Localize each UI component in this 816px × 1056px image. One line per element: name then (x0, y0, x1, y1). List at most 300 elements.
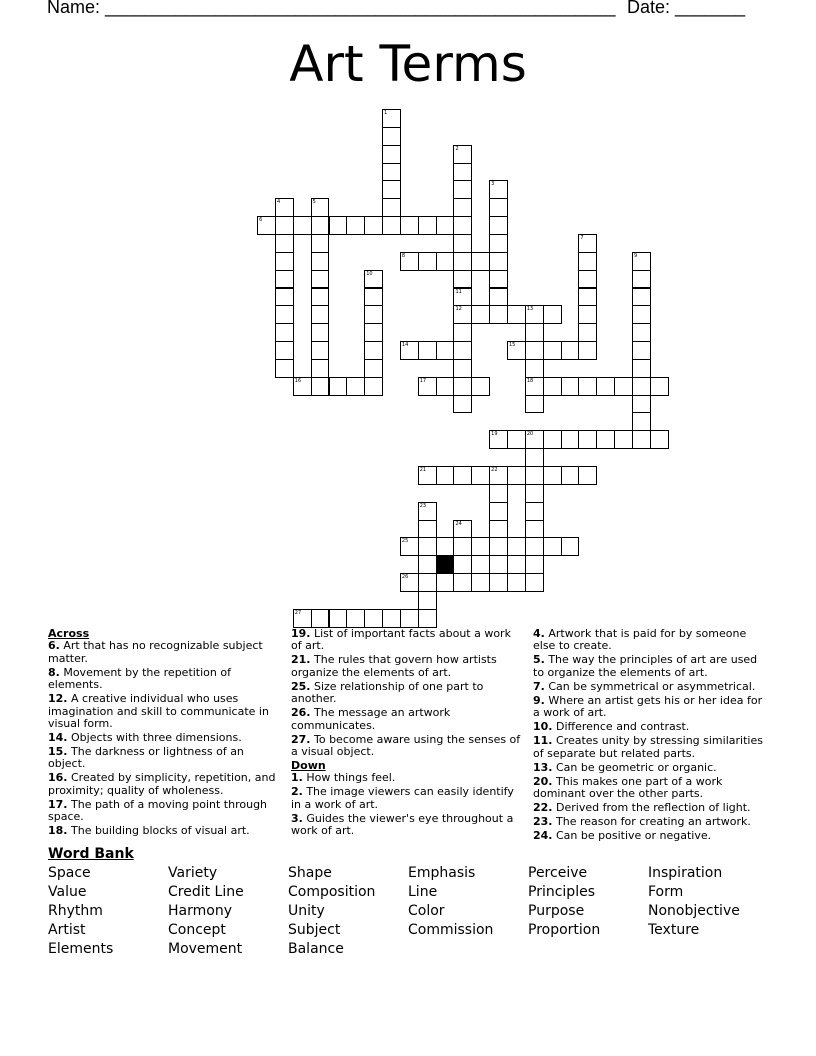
grid-cell[interactable] (489, 216, 508, 235)
grid-cell[interactable] (400, 252, 419, 271)
clue (48, 825, 280, 837)
clue-number: 23 (419, 502, 427, 509)
clue-text: Artwork that is paid for by someone else to create. (533, 627, 747, 653)
grid-cell[interactable] (471, 377, 490, 396)
grid-cell[interactable] (453, 305, 472, 324)
clue-number: 18 (526, 377, 534, 384)
grid-cell[interactable] (525, 520, 544, 539)
word-bank-word: Form (648, 884, 684, 900)
grid-cell[interactable] (453, 270, 472, 289)
grid-cell[interactable] (578, 377, 597, 396)
word-bank-word: Composition (288, 884, 376, 900)
clue (48, 667, 280, 692)
grid-cell[interactable] (364, 305, 383, 324)
grid-cell[interactable] (525, 430, 544, 449)
word-bank (48, 845, 768, 964)
clue-number: 18. (48, 824, 68, 838)
grid-cell[interactable] (489, 573, 508, 592)
grid-cell[interactable] (578, 270, 597, 289)
grid-cell[interactable] (525, 484, 544, 503)
grid-cell[interactable] (453, 145, 472, 164)
grid-cell[interactable] (507, 537, 526, 556)
grid-cell[interactable] (275, 341, 294, 360)
grid-cell[interactable] (453, 252, 472, 271)
grid-cell[interactable] (489, 484, 508, 503)
grid-cell[interactable] (543, 305, 562, 324)
grid-cell[interactable] (311, 609, 330, 628)
clue (291, 786, 523, 811)
grid-cell[interactable] (489, 520, 508, 539)
grid-cell[interactable] (453, 359, 472, 378)
clue-number: 19. (291, 627, 311, 640)
word-bank-word: Color (408, 903, 445, 919)
grid-cell[interactable] (329, 216, 348, 235)
grid-cell[interactable] (471, 537, 490, 556)
grid-cell[interactable] (632, 252, 651, 271)
clue-number: 12 (455, 306, 462, 313)
grid-cell[interactable] (311, 305, 330, 324)
clue-text: List of important facts about a work of art. (291, 627, 511, 653)
grid-cell[interactable] (257, 216, 276, 235)
clue (48, 746, 280, 771)
grid-cell[interactable] (489, 305, 508, 324)
grid-cell[interactable] (489, 198, 508, 217)
grid-cell[interactable] (453, 537, 472, 556)
grid-cell[interactable] (400, 341, 419, 360)
word-bank-word: Line (408, 884, 438, 900)
grid-cell[interactable] (543, 430, 562, 449)
clue-number: 27. (291, 732, 311, 746)
grid-cell[interactable] (364, 359, 383, 378)
clue (533, 628, 765, 653)
grid-cell[interactable] (543, 537, 562, 556)
grid-cell[interactable] (525, 323, 544, 342)
grid-cell[interactable] (436, 573, 455, 592)
grid-cell[interactable] (578, 323, 597, 342)
grid-cell[interactable] (543, 377, 562, 396)
grid-cell[interactable] (382, 109, 401, 128)
grid-cell[interactable] (614, 377, 633, 396)
grid-cell[interactable] (489, 555, 508, 574)
word-bank-word: Texture (648, 922, 700, 938)
clue-number: 4. (533, 627, 545, 640)
grid-cell[interactable] (364, 609, 383, 628)
grid-cell[interactable] (632, 341, 651, 360)
clue-number: 25 (401, 538, 409, 545)
clue-number: 21 (419, 467, 427, 473)
grid-cell[interactable] (311, 198, 330, 217)
grid-cell[interactable] (507, 466, 526, 485)
grid-cell[interactable] (418, 520, 437, 539)
grid-cell[interactable] (382, 127, 401, 146)
clue-number: 3. (291, 811, 303, 825)
grid-cell[interactable] (543, 341, 562, 360)
grid-cell[interactable] (275, 305, 294, 324)
grid-cell[interactable] (311, 323, 330, 342)
clue-text: Where an artist gets his or her idea for a work of art. (533, 693, 763, 720)
clue-text: Can be positive or negative. (552, 829, 712, 843)
grid-cell[interactable] (471, 466, 490, 485)
grid-cell[interactable] (578, 234, 597, 253)
grid-cell[interactable] (418, 466, 437, 485)
grid-cell[interactable] (525, 466, 544, 485)
clue (533, 830, 765, 842)
word-bank-grid (48, 864, 768, 964)
grid-cell[interactable] (578, 252, 597, 271)
grid-cell[interactable] (453, 341, 472, 360)
grid-cell[interactable] (453, 180, 472, 199)
clue-number: 2. (291, 785, 303, 799)
grid-cell[interactable] (436, 466, 455, 485)
word-bank-title: Word Bank (48, 846, 134, 862)
grid-cell[interactable] (632, 430, 651, 449)
clue-number: 12. (48, 692, 68, 706)
grid-cell[interactable] (400, 609, 419, 628)
grid-cell[interactable] (489, 502, 508, 521)
clue (291, 734, 523, 759)
grid-cell[interactable] (453, 395, 472, 414)
grid-cell[interactable] (329, 377, 348, 396)
clue-text: The image viewers can easily identify in a work of art. (291, 785, 514, 811)
word-bank-word: Balance (288, 941, 344, 957)
clue-text: Created by simplicity, repetition, and proximity; quality of wholeness. (48, 771, 276, 797)
across-heading: Across (48, 627, 90, 640)
grid-cell[interactable] (453, 555, 472, 574)
clue-text: The path of a moving point through space. (48, 797, 268, 824)
clue-text: The rules that govern how artists organize the elements of art. (291, 653, 497, 679)
word-bank-word: Emphasis (408, 865, 476, 881)
clue-number: 4 (276, 199, 281, 206)
grid-cell[interactable] (382, 163, 401, 182)
grid-cell[interactable] (489, 180, 508, 199)
grid-cell[interactable] (329, 609, 348, 628)
clue-number: 27 (294, 609, 302, 616)
grid-cell[interactable] (293, 216, 312, 235)
grid-cell[interactable] (364, 288, 383, 307)
grid-cell[interactable] (453, 520, 472, 539)
grid-cell[interactable] (632, 359, 651, 378)
grid-cell[interactable] (453, 323, 472, 342)
word-bank-word: Credit Line (168, 884, 244, 900)
grid-cell[interactable] (311, 377, 330, 396)
grid-cell[interactable] (418, 502, 437, 521)
clue-text: Movement by the repetition of elements. (48, 665, 231, 692)
grid-cell[interactable] (543, 466, 562, 485)
grid-cell[interactable] (489, 270, 508, 289)
grid-cell[interactable] (311, 288, 330, 307)
clue-number: 24 (455, 520, 462, 527)
clue-text: The building blocks of visual art. (67, 824, 250, 838)
grid-cell[interactable] (364, 377, 383, 396)
grid-cell[interactable] (489, 234, 508, 253)
clue-number: 11 (455, 288, 462, 295)
grid-cell[interactable] (561, 341, 580, 360)
clue-number: 16. (48, 771, 68, 785)
clue-text: Can be symmetrical or asymmetrical. (544, 679, 756, 693)
clue (533, 695, 765, 720)
grid-cell[interactable] (561, 537, 580, 556)
clue-number: 6. (48, 639, 60, 653)
grid-cell[interactable] (346, 377, 365, 396)
grid-cell[interactable] (364, 216, 383, 235)
grid-cell[interactable] (650, 377, 669, 396)
grid-cell[interactable] (275, 359, 294, 378)
grid-cell[interactable] (418, 609, 437, 628)
clue-number: 10. (533, 720, 553, 734)
grid-cell[interactable] (436, 216, 455, 235)
grid-cell[interactable] (418, 341, 437, 360)
clue-number: 25. (291, 679, 311, 693)
grid-cell[interactable] (275, 288, 294, 307)
clue-number: 8 (401, 252, 406, 259)
clue (48, 799, 280, 824)
word-bank-word: Principles (528, 884, 595, 900)
grid-cell[interactable] (275, 323, 294, 342)
grid-cell[interactable] (400, 537, 419, 556)
clue-text: Difference and contrast. (552, 720, 690, 734)
clue-number: 26. (291, 706, 311, 720)
clue-text: A creative individual who uses imagination and skill to communicate in visual form. (48, 692, 269, 731)
clue-number: 1 (384, 110, 388, 116)
grid-cell[interactable] (418, 537, 437, 556)
grid-cell[interactable] (489, 537, 508, 556)
clue-number: 15 (509, 342, 516, 349)
clue-number: 22. (533, 801, 553, 815)
word-bank-word: Concept (168, 922, 226, 938)
grid-cell[interactable] (525, 341, 544, 360)
grid-cell[interactable] (507, 341, 526, 360)
grid-cell[interactable] (275, 198, 294, 217)
clue (291, 681, 523, 706)
grid-cell[interactable] (311, 359, 330, 378)
grid-cell[interactable] (364, 270, 383, 289)
clue-number: 5 (312, 199, 316, 206)
grid-cell[interactable] (453, 198, 472, 217)
grid-cell[interactable] (525, 537, 544, 556)
grid-cell[interactable] (311, 234, 330, 253)
grid-cell[interactable] (578, 341, 597, 360)
grid-cell[interactable] (632, 305, 651, 324)
clue-number: 1. (291, 771, 303, 785)
clue-text: The reason for creating an artwork. (552, 815, 751, 829)
word-bank-word: Perceive (528, 865, 588, 881)
clue-number: 8. (48, 665, 60, 679)
clue-number: 13. (533, 760, 553, 774)
grid-cell[interactable] (436, 537, 455, 556)
grid-cell[interactable] (596, 430, 615, 449)
grid-cell[interactable] (525, 395, 544, 414)
clue-number: 9. (533, 693, 545, 707)
word-bank-word: Movement (168, 941, 243, 957)
grid-cell[interactable] (418, 252, 437, 271)
clue (533, 776, 765, 801)
grid-cell[interactable] (382, 145, 401, 164)
clue-number: 7 (580, 234, 584, 241)
grid-cell[interactable] (525, 502, 544, 521)
clue-text: The message an artwork communicates. (291, 706, 451, 732)
clue-number: 14. (48, 731, 68, 745)
word-bank-word: Elements (48, 941, 114, 957)
clue (48, 640, 280, 665)
grid-cell[interactable] (275, 216, 294, 235)
date-field-label[interactable]: Date: _______ (627, 0, 746, 17)
clue (533, 802, 765, 814)
grid-cell[interactable] (346, 216, 365, 235)
clue (533, 654, 765, 679)
grid-cell[interactable] (382, 216, 401, 235)
word-bank-word: Purpose (528, 903, 585, 919)
grid-cell[interactable] (453, 377, 472, 396)
grid-cell[interactable] (489, 466, 508, 485)
clue-number: 7. (533, 679, 545, 693)
clue-text: Can be geometric or organic. (552, 760, 717, 774)
grid-cell[interactable] (632, 270, 651, 289)
word-bank-word: Artist (48, 922, 86, 938)
word-bank-word: Nonobjective (648, 903, 740, 919)
grid-cell[interactable] (578, 305, 597, 324)
word-bank-word: Value (48, 884, 87, 900)
grid-cell[interactable] (311, 252, 330, 271)
clue-number: 9 (633, 252, 638, 259)
grid-cell[interactable] (311, 216, 330, 235)
grid-cell[interactable] (436, 377, 455, 396)
grid-cell[interactable] (525, 305, 544, 324)
clue (291, 654, 523, 679)
clue-number: 3 (491, 181, 495, 188)
grid-cell[interactable] (364, 341, 383, 360)
grid-cell[interactable] (418, 591, 437, 610)
grid-cell[interactable] (275, 252, 294, 271)
clue (291, 813, 523, 838)
grid-cell[interactable] (311, 341, 330, 360)
clue-number: 20 (526, 431, 534, 438)
clue (48, 772, 280, 797)
word-bank-word: Commission (408, 922, 494, 938)
grid-cell[interactable] (346, 609, 365, 628)
grid-cell[interactable] (418, 573, 437, 592)
grid-cell[interactable] (632, 395, 651, 414)
clue (533, 721, 765, 733)
word-bank-word: Unity (288, 903, 325, 919)
clue-text: Size relationship of one part to another. (291, 679, 484, 706)
grid-cell[interactable] (632, 412, 651, 431)
grid-cell[interactable] (453, 234, 472, 253)
clue-number: 16 (294, 377, 302, 384)
grid-cell[interactable] (382, 180, 401, 199)
name-field-label[interactable]: Name: ___________________________________________________ (47, 0, 616, 17)
word-bank-word: Subject (288, 922, 341, 938)
grid-cell[interactable] (275, 234, 294, 253)
grid-cell[interactable] (614, 430, 633, 449)
grid-cell[interactable] (525, 359, 544, 378)
word-bank-word: Shape (288, 865, 332, 881)
grid-cell[interactable] (507, 573, 526, 592)
word-bank-word: Proportion (528, 922, 601, 938)
grid-cell[interactable] (632, 377, 651, 396)
grid-cell[interactable] (578, 288, 597, 307)
clue-number: 6 (259, 217, 263, 224)
grid-cell[interactable] (382, 609, 401, 628)
grid-cell[interactable] (561, 466, 580, 485)
grid-cell[interactable] (453, 216, 472, 235)
grid-cell[interactable] (561, 377, 580, 396)
grid-cell[interactable] (578, 466, 597, 485)
clue (291, 628, 523, 653)
clue-text: To become aware using the senses of a visual object. (291, 732, 521, 759)
grid-cell[interactable] (632, 288, 651, 307)
grid-cell[interactable] (489, 430, 508, 449)
grid-cell[interactable] (578, 430, 597, 449)
clue-number: 22 (491, 467, 498, 473)
clue-number: 5. (533, 653, 545, 667)
grid-cell[interactable] (453, 466, 472, 485)
clue-number: 24. (533, 829, 553, 843)
grid-cell[interactable] (561, 430, 580, 449)
word-bank-word: Inspiration (648, 865, 723, 881)
word-bank-word: Variety (168, 865, 218, 881)
clue-number: 10 (366, 270, 373, 277)
grid-cell[interactable] (400, 216, 419, 235)
grid-cell[interactable] (436, 252, 455, 271)
grid-cell[interactable] (418, 216, 437, 235)
grid-cell[interactable] (525, 555, 544, 574)
grid-cell[interactable] (471, 252, 490, 271)
clue (48, 693, 280, 730)
grid-cell[interactable] (525, 377, 544, 396)
black-cell (436, 555, 455, 574)
clue (291, 772, 523, 784)
grid-cell[interactable] (436, 341, 455, 360)
page-title: Art Terms (289, 35, 527, 93)
grid-cell[interactable] (525, 573, 544, 592)
clue-text: This makes one part of a work dominant over the other parts. (533, 774, 723, 801)
grid-cell[interactable] (453, 573, 472, 592)
grid-cell[interactable] (596, 377, 615, 396)
grid-cell[interactable] (275, 270, 294, 289)
grid-cell[interactable] (471, 305, 490, 324)
grid-cell[interactable] (418, 555, 437, 574)
grid-cell[interactable] (489, 288, 508, 307)
clue (533, 735, 765, 760)
grid-cell[interactable] (453, 163, 472, 182)
grid-cell[interactable] (507, 305, 526, 324)
grid-cell[interactable] (471, 573, 490, 592)
grid-cell[interactable] (650, 430, 669, 449)
clue-text: How things feel. (302, 771, 396, 785)
grid-cell[interactable] (364, 323, 383, 342)
clue-number: 23. (533, 815, 553, 829)
grid-cell[interactable] (418, 377, 437, 396)
clue-number: 26 (401, 574, 409, 581)
clues-column-3 (533, 628, 765, 844)
grid-cell[interactable] (382, 198, 401, 217)
clue (533, 762, 765, 774)
clue (533, 816, 765, 828)
grid-cell[interactable] (489, 252, 508, 271)
grid-cell[interactable] (632, 323, 651, 342)
grid-cell[interactable] (525, 448, 544, 467)
grid-cell[interactable] (400, 573, 419, 592)
grid-cell[interactable] (293, 377, 312, 396)
clue-text: Creates unity by stressing similarities of separate but related parts. (533, 734, 763, 760)
clue-text: The way the principles of art are used to organize the elements of art. (533, 653, 758, 679)
word-bank-word: Harmony (168, 903, 232, 919)
grid-cell[interactable] (453, 288, 472, 307)
grid-cell[interactable] (293, 609, 312, 628)
grid-cell[interactable] (311, 270, 330, 289)
grid-cell[interactable] (507, 430, 526, 449)
clue-text: Objects with three dimensions. (67, 731, 242, 745)
